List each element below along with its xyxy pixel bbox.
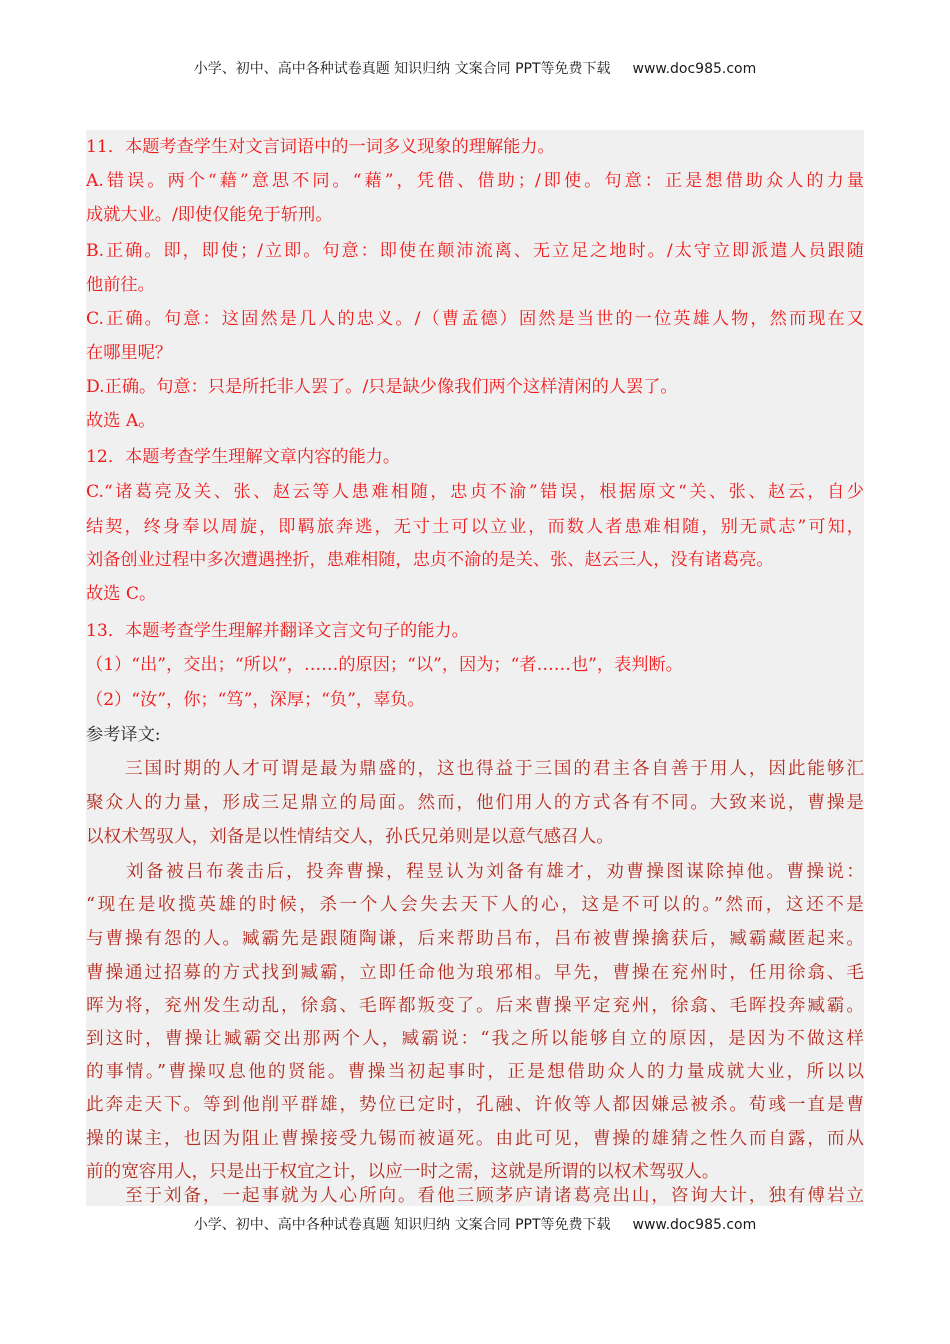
footer-text: 小学、初中、高中各种试卷真题 知识归纳 文案合同 PPT等免费下载 [193, 1217, 611, 1233]
q13-point-2: （2）“汝”，你；“笃”，深厚；“负”，辜负。 [86, 690, 425, 710]
translation-line: 三国时期的人才可谓是最为鼎盛的，这也得益于三国的君主各自善于用人，因此能够汇 [86, 759, 864, 779]
q12-option-c-cont1: 结契，终身奉以周旋，即羁旅奔逃，无寸土可以立业，而数人者患难相随，别无贰志”可知， [86, 517, 864, 537]
site-footer [0, 1214, 950, 1234]
translation-line: 与曹操有怨的人。臧霸先是跟随陶谦，后来帮助吕布，吕布被曹操擒获后，臧霸藏匿起来。 [86, 929, 864, 949]
answer-content [86, 130, 864, 1206]
q11-option-b: B.正确。即，即使；/立即。句意：即使在颠沛流离、无立足之地时。/太守立即派遣人员跟随 [86, 241, 864, 261]
translation-label: 参考译文: [86, 725, 161, 745]
q12-heading: 12．本题考查学生理解文章内容的能力。 [86, 447, 401, 467]
translation-line: 操的谋主，也因为阻止曹操接受九锡而被逼死。由此可见，曹操的雄猜之性久而自露，而从 [86, 1129, 864, 1149]
translation-line: 晖为将，兖州发生动乱，徐翕、毛晖都叛变了。后来曹操平定兖州，徐翕、毛晖投奔臧霸。 [86, 996, 864, 1016]
q12-option-c-cont2: 刘备创业过程中多次遭遇挫折，患难相随，忠贞不渝的是关、张、赵云三人，没有诸葛亮。 [86, 550, 774, 570]
q12-answer: 故选 C。 [86, 584, 157, 604]
q12-option-c: C.“诸葛亮及关、张、赵云等人患难相随，忠贞不渝”错误，根据原文“关、张、赵云，自少 [86, 482, 864, 502]
q13-heading: 13．本题考查学生理解并翻译文言文句子的能力。 [86, 621, 469, 641]
q11-option-c-cont: 在哪里呢？ [86, 343, 172, 363]
translation-line: 曹操通过招募的方式找到臧霸，立即任命他为琅邪相。早先，曹操在兖州时，任用徐翕、毛 [86, 963, 864, 983]
translation-line: 以权术驾驭人，刘备是以性情结交人，孙氏兄弟则是以意气感召人。 [86, 827, 614, 847]
translation-line: 刘备被吕布袭击后，投奔曹操，程昱认为刘备有雄才，劝曹操图谋除掉他。曹操说： [86, 862, 864, 882]
q11-option-a: A.错误。两个“藉”意思不同。“藉”，凭借、借助；/即使。句意：正是想借助众人的力量 [86, 171, 864, 191]
q11-answer: 故选 A。 [86, 411, 156, 431]
header-url[interactable]: www.doc985.com [632, 61, 757, 77]
footer-url[interactable]: www.doc985.com [632, 1217, 757, 1233]
translation-line: 到这时，曹操让臧霸交出那两个人，臧霸说：“我之所以能够自立的原因，是因为不做这样 [86, 1029, 864, 1049]
q11-option-d: D.正确。句意：只是所托非人罢了。/只是缺少像我们两个这样清闲的人罢了。 [86, 377, 678, 397]
translation-line: 聚众人的力量，形成三足鼎立的局面。然而，他们用人的方式各有不同。大致来说，曹操是 [86, 793, 864, 813]
translation-line: 此奔走天下。等到他削平群雄，势位已定时，孔融、许攸等人都因嫌忌被杀。荀彧一直是曹 [86, 1095, 864, 1115]
header-text: 小学、初中、高中各种试卷真题 知识归纳 文案合同 PPT等免费下载 [193, 61, 611, 77]
translation-line: 前的宽容用人，只是出于权宜之计，以应一时之需，这就是所谓的以权术驾驭人。 [86, 1162, 720, 1182]
site-header [0, 58, 950, 78]
q11-option-a-cont: 成就大业。/即使仅能免于斩刑。 [86, 205, 333, 225]
translation-line: 至于刘备，一起事就为人心所向。看他三顾茅庐请诸葛亮出山，咨询大计，独有傅岩立 [86, 1186, 864, 1206]
q11-heading: 11．本题考查学生对文言词语中的一词多义现象的理解能力。 [86, 137, 555, 157]
q11-option-c: C.正确。句意：这固然是几人的忠义。/（曹孟德）固然是当世的一位英雄人物，然而现在又 [86, 309, 864, 329]
translation-line: “现在是收揽英雄的时候，杀一个人会失去天下人的心，这是不可以的。”然而，这还不是 [86, 895, 864, 915]
translation-line: 的事情。”曹操叹息他的贤能。曹操当初起事时，正是想借助众人的力量成就大业，所以以 [86, 1062, 864, 1082]
q13-point-1: （1）“出”，交出；“所以”，……的原因；“以”，因为；“者……也”，表判断。 [86, 655, 683, 675]
q11-option-b-cont: 他前往。 [86, 275, 155, 295]
